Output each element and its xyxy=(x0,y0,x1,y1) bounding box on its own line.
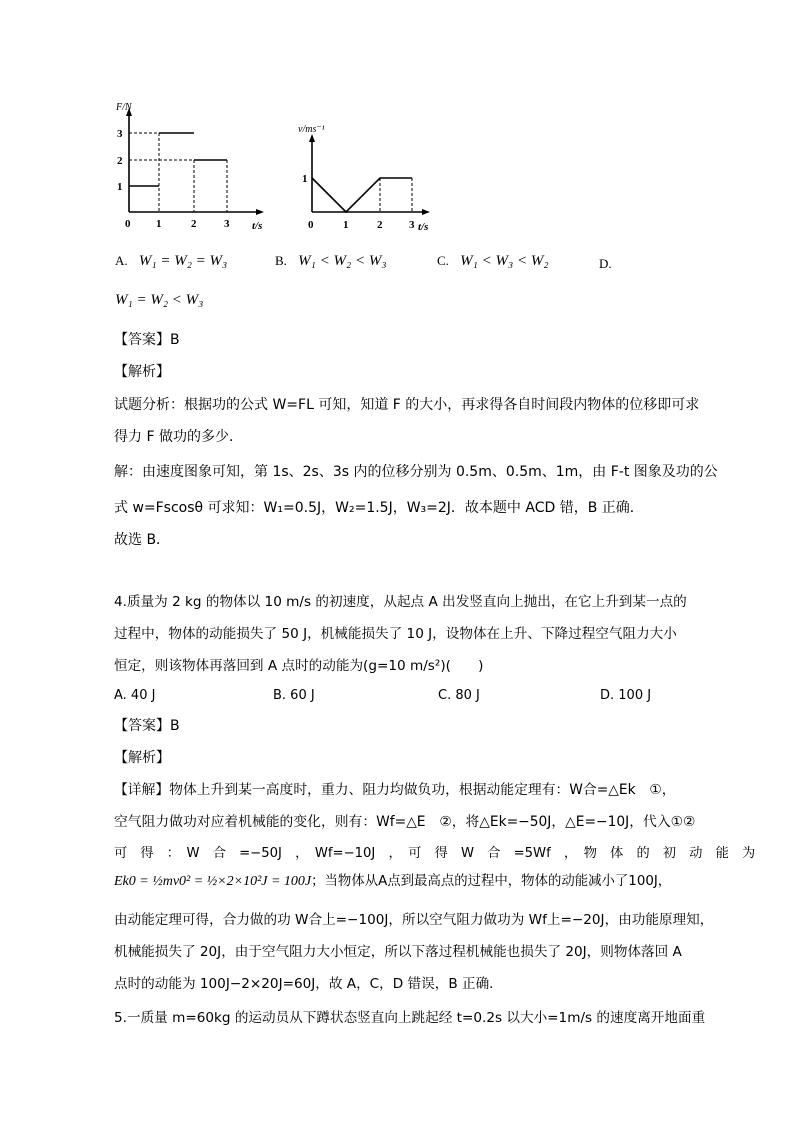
ft-x-tick-2: 2 xyxy=(191,218,197,230)
q4-detail-line-4-text: ；当物体从A点到最高点的过程中，物体的动能减小了100J， xyxy=(311,874,672,889)
q3-solution-line-2: 式 w=Fscosθ 可求知：W₁=0.5J，W₂=1.5J，W₃=2J．故本题中 ACD 错，B 正确． xyxy=(114,500,644,516)
q4-stem-line-2: 过程中，物体的动能损失了 50 J，机械能损失了 10 J，设物体在上升、下降过程空气阻力大小 xyxy=(114,626,677,642)
velocity-time-graph xyxy=(296,112,436,237)
q4-answer-label: 【答案】 xyxy=(114,718,170,734)
q4-answer-value: B xyxy=(170,718,180,734)
q3-analysis-line-2: 得力 F 做功的多少． xyxy=(114,429,243,445)
vt-y-tick-1: 1 xyxy=(302,173,308,185)
q3-conclusion: 故选 B． xyxy=(114,532,171,548)
q4-initial-ke-formula: Ek0 = ½mv0² = ½×2×10²J = 100J xyxy=(114,874,312,889)
ft-x-tick-0: 0 xyxy=(125,218,131,230)
vt-x-tick-1: 1 xyxy=(343,219,349,231)
q4-option-c[interactable]: C. 80 J xyxy=(438,688,480,703)
q4-detail-line-7: 点时的动能为 100J−2×20J=60J，故 A，C，D 错误，B 正确． xyxy=(114,976,503,992)
vt-x-tick-3: 3 xyxy=(409,219,415,231)
q3-answer xyxy=(114,330,180,350)
q4-detail-line-2: 空气阻力做功对应着机械能的变化，则有：Wf=△E ②，将△Ek=−50J，△E=−10J，代入①② xyxy=(114,814,696,830)
q4-option-a[interactable]: A. 40 J xyxy=(114,688,156,703)
q3-option-a[interactable] xyxy=(115,253,227,270)
q3-solution-line-1: 解：由速度图象可知，第 1s、2s、3s 内的位移分别为 0.5m、0.5m、1m，由 F-t 图象及功的公 xyxy=(114,464,718,480)
q3-option-d-formula: W₁ = W₂ < W₃ xyxy=(115,292,204,308)
q4-detail-line-1: 【详解】物体上升到某一高度时，重力、阻力均做负功，根据动能定理有：W合=△Ek ①， xyxy=(114,782,676,798)
q4-detail-line-5: 由动能定理可得，合力做的功 W合上=−100J，所以空气阻力做功为 Wf上=−20J，由功能原理知， xyxy=(114,912,714,928)
ft-x-label: t/s xyxy=(252,220,263,232)
q4-detail-line-4 xyxy=(114,870,671,892)
vt-y-arrow xyxy=(309,134,315,142)
q3-option-b-formula: W₁ < W₂ < W₃ xyxy=(298,253,387,269)
q3-option-b-letter: B. xyxy=(275,253,287,268)
ft-x-arrow xyxy=(256,209,264,215)
q4-option-b[interactable]: B. 60 J xyxy=(273,688,315,703)
ft-y-tick-2: 2 xyxy=(117,155,123,167)
q4-detail-line-6: 机械能损失了 20J，由于空气阻力大小恒定，所以下落过程机械能也损失了 20J，则物体落回 A xyxy=(114,944,682,960)
q3-option-a-formula: W₁ = W₂ = W₃ xyxy=(138,253,228,269)
vt-x-arrow xyxy=(422,209,430,215)
q3-analysis-label: 【解析】 xyxy=(114,364,170,380)
q3-option-c-letter: C. xyxy=(437,253,449,268)
vt-guides xyxy=(380,178,412,212)
force-time-graph xyxy=(112,100,272,235)
ft-y-label: F/N xyxy=(116,102,132,113)
q3-option-c[interactable] xyxy=(437,253,549,270)
q4-answer xyxy=(114,716,180,736)
ft-y-tick-3: 3 xyxy=(117,128,123,140)
vt-curve xyxy=(312,178,412,212)
vt-x-tick-0: 0 xyxy=(308,219,314,231)
q4-analysis-label: 【解析】 xyxy=(114,750,170,766)
ft-x-tick-1: 1 xyxy=(156,218,162,230)
ft-guides xyxy=(129,133,227,212)
q3-answer-value: B xyxy=(170,332,180,348)
q3-answer-label: 【答案】 xyxy=(114,332,170,348)
q4-option-d[interactable]: D. 100 J xyxy=(600,688,652,703)
q3-option-d-letter[interactable]: D. xyxy=(599,256,612,271)
vt-x-tick-2: 2 xyxy=(377,219,383,231)
q3-analysis-line-1: 试题分析：根据功的公式 W=FL 可知，知道 F 的大小，再求得各自时间段内物体的位移即可求 xyxy=(114,397,700,413)
q4-detail-line-3: 可 得 ： W 合 =−50J ， Wf=−10J ， 可 得 W 合 =5Wf ， 物 体 的 初 动 能 为 xyxy=(114,846,756,861)
q3-option-b[interactable] xyxy=(275,253,387,270)
q3-option-c-formula: W₁ < W₃ < W₂ xyxy=(460,253,549,269)
q4-stem-line-1: 4.质量为 2 kg 的物体以 10 m/s 的初速度，从起点 A 出发竖直向上抛出，在它上升到某一点的 xyxy=(114,594,687,610)
q5-stem-line-1: 5.一质量 m=60kg 的运动员从下蹲状态竖直向上跳起经 t=0.2s 以大小=1m/s 的速度离开地面重 xyxy=(114,1010,706,1026)
q4-stem-line-3: 恒定，则该物体再落回到 A 点时的动能为(g=10 m/s²)( ) xyxy=(114,658,484,674)
q3-option-a-letter: A. xyxy=(115,253,128,268)
ft-y-tick-1: 1 xyxy=(117,181,123,193)
vt-x-label: t/s xyxy=(418,221,429,233)
vt-y-label: v/ms⁻¹ xyxy=(298,124,325,135)
ft-x-tick-3: 3 xyxy=(224,218,230,230)
